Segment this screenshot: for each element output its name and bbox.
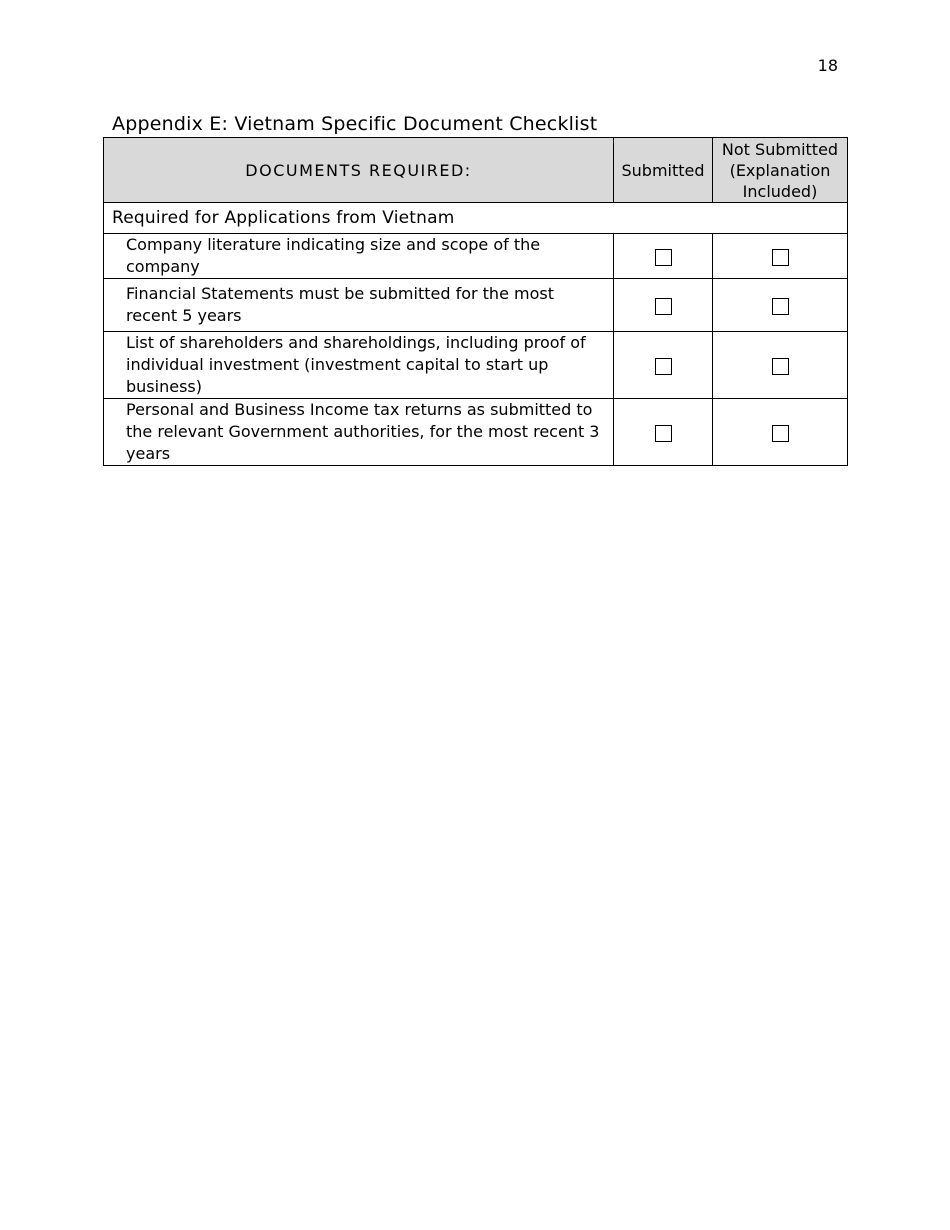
not-submitted-cell (713, 399, 848, 466)
submitted-checkbox[interactable] (655, 425, 672, 442)
table-row (104, 399, 848, 466)
not-submitted-cell (713, 234, 848, 279)
submitted-cell (614, 279, 713, 332)
document-label: Financial Statements must be submitted for the most recent 5 years (104, 279, 614, 332)
table-row (104, 279, 848, 332)
section-label: Required for Applications from Vietnam (104, 203, 848, 234)
submitted-cell (614, 234, 713, 279)
document-checklist-table (103, 137, 848, 466)
not-submitted-checkbox[interactable] (772, 249, 789, 266)
document-label: Company literature indicating size and scope of the company (104, 234, 614, 279)
not-submitted-cell (713, 332, 848, 399)
table-row (104, 234, 848, 279)
documents-required-header: DOCUMENTS REQUIRED: (104, 138, 614, 203)
submitted-cell (614, 399, 713, 466)
table-header-row (104, 138, 848, 203)
not-submitted-header: Not Submitted (Explanation Included) (713, 138, 848, 203)
not-submitted-checkbox[interactable] (772, 425, 789, 442)
document-label: List of shareholders and shareholdings, including proof of individual investment (investment capital to start up business) (104, 332, 614, 399)
table-row (104, 332, 848, 399)
appendix-title: Appendix E: Vietnam Specific Document Checklist (112, 113, 598, 135)
not-submitted-cell (713, 279, 848, 332)
submitted-checkbox[interactable] (655, 298, 672, 315)
document-label: Personal and Business Income tax returns as submitted to the relevant Government authorities, for the most recent 3 years (104, 399, 614, 466)
submitted-checkbox[interactable] (655, 358, 672, 375)
submitted-cell (614, 332, 713, 399)
not-submitted-checkbox[interactable] (772, 298, 789, 315)
submitted-checkbox[interactable] (655, 249, 672, 266)
submitted-header: Submitted (614, 138, 713, 203)
section-row (104, 203, 848, 234)
page-number: 18 (817, 56, 838, 75)
not-submitted-checkbox[interactable] (772, 358, 789, 375)
